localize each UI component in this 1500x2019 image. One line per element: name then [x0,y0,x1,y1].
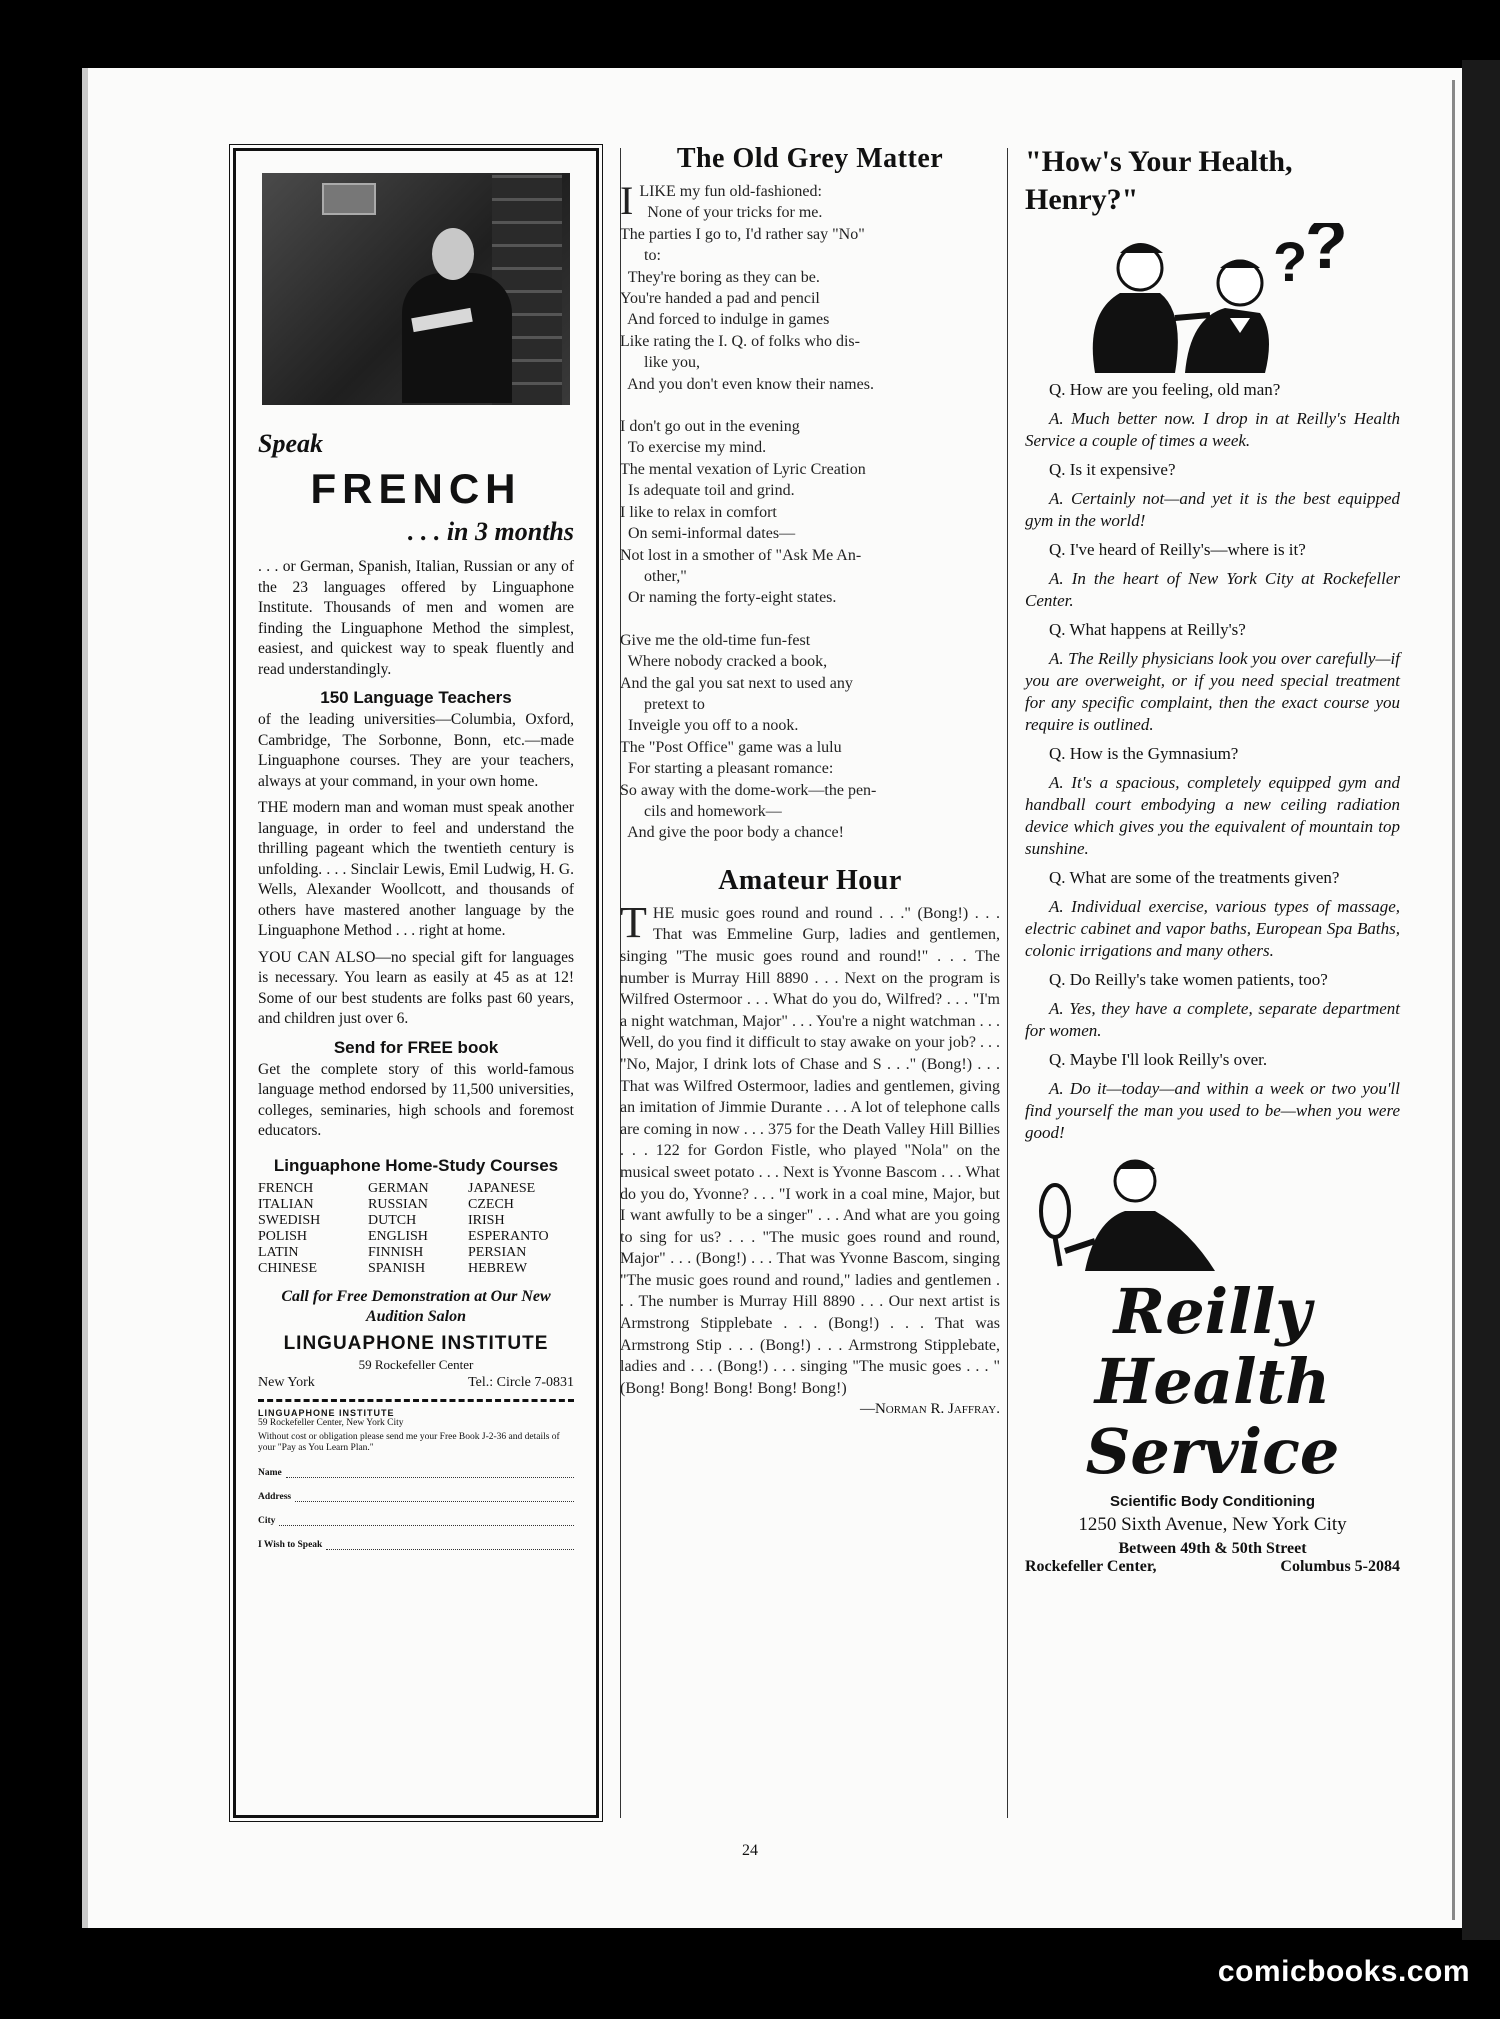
language-item: SWEDISH [258,1212,321,1228]
poem-line: They're boring as they can be. [620,268,820,286]
question: Q. Do Reilly's take women patients, too? [1049,970,1328,989]
poem-line: You're handed a pad and pencil [620,290,820,308]
poem-line: to: [620,247,661,265]
svg-text:?: ? [1273,230,1308,293]
poem-line: Give me the old-time fun-fest [620,631,811,649]
ad-paragraph-2: of the leading universities—Columbia, Oxford, Cambridge, The Sorbonne, Bonn, etc.—made Linguaphone courses. They are your teachers, always at your command, in your own home. [258,711,574,790]
ad-paragraph-5: Get the complete story of this world-famous language method endorsed by 11,500 universities, colleges, seminaries, high schools and foremost educators. [258,1060,574,1139]
question: Q. I've heard of Reilly's—where is it? [1049,540,1306,559]
language-item: SPANISH [368,1260,426,1276]
poem-line: Or naming the forty-eight states. [620,589,837,607]
question: Q. Is it expensive? [1049,460,1176,479]
poem-line: None of your tricks for me. [639,204,823,222]
reilly-health-ad [1025,143,1400,1576]
svg-text:?: ? [1305,223,1348,283]
answer: A. In the heart of New York City at Rockefeller Center. [1025,569,1400,610]
ad-french-heading: FRENCH [310,465,522,512]
qa-list [1025,379,1400,1144]
ad-institute-name: LINGUAPHONE INSTITUTE [283,1332,549,1354]
poem-line: And you don't even know their names. [620,375,874,393]
poem-line: other," [620,567,687,585]
ad-institute-address: 59 Rockefeller Center [358,1356,474,1372]
amateur-hour-text: THE music goes round and round . . ." (Bong!) . . . That was Emmeline Gurp, ladies and gentlemen, singing "The music goes round and round!" . . . The number is Murray Hill 8890 . . . Next on the program is Wilfred Ostermoor . . . What do you do, Wilfred? . . . "I'm a night watchman, Major" . . . You're a night watchman . . . Well, do you find it difficult to stay awake on your job? . . . "No, Major, I drink lots of Chase and S . . ." (Bong!) . . . That was Wilfred Ostermoor, ladies and gentlemen, giving an imitation of Jimmie Durante . . . A lot of telephone calls are coming in now . . . 375 for the Death Valley Hill Billies . . . 122 for Gordon Fistle, who played "Nola" on the musical sweet potato . . . Next is Yvonne Bascom . . . What do you do, Yvonne? . . . "I work in a coal mine, Major, but I want awfully to be a singer" . . . And what are you going to sing for us? . . . "The music goes round and round, Major" . . . (Bong!) . . . That was Yvonne Bascom, singing "The music goes round and round," ladies and gentlemen . . . The number is Murray Hill 8890 . . . Our next artist is Armstrong Stipplebate . . . (Bong!) . . . That was Armstrong Stip . . . (Bong!) . . . Armstrong Stipplebate, ladies and . . . (Bong!) . . . singing "The music goes . . . " (Bong! Bong! Bong! Bong! Bong!) [620,897,1000,1397]
man-reading-photo [262,173,570,405]
poem-line: ILIKE my fun old-fashioned: [620,178,822,223]
linguaphone-ad [233,148,599,1818]
coupon-city-field[interactable]: City [258,1502,574,1526]
question: Q. What are some of the treatments given? [1049,868,1340,887]
language-item: LATIN [258,1244,299,1260]
coupon-name-field[interactable]: Name [258,1454,574,1478]
reilly-logo: Reilly Health Service [1085,1275,1340,1488]
poem-stanza-3 [620,630,1000,844]
poem-line: Where nobody cracked a book, [620,653,828,671]
answer: A. Do it—today—and within a week or two you'll find yourself the man you used to be—when you were good! [1025,1079,1400,1142]
poem-line: I like to relax in comfort [620,503,777,521]
ad-courses-heading: Linguaphone Home-Study Courses [273,1155,559,1175]
poem-line: The mental vexation of Lyric Creation [620,460,866,478]
reilly-between-streets: Between 49th & 50th Street [1118,1540,1307,1557]
question: Q. How is the Gymnasium? [1049,744,1239,763]
poem-line: For starting a pleasant romance: [620,760,834,778]
ad-paragraph-3: THE modern man and woman must speak another language, in order to feel and understand the thrilling pageant which the twentieth century is unfolding. . . . Sinclair Lewis, Emil Ludwig, H. G. Wells, Alexander Woollcott, and thousands of others have mastered another language by the Linguaphone Method . . . right at home. [258,799,574,939]
ad-speak: Speak [258,429,323,458]
poem-line: pretext to [620,695,705,713]
answer: A. Yes, they have a complete, separate department for women. [1025,999,1400,1040]
reilly-phone: Columbus 5-2084 [1280,1558,1400,1575]
ad-telephone: Tel.: Circle 7-0831 [468,1374,574,1390]
reilly-headline: "How's Your Health, Henry?" [1025,145,1293,216]
poem-line: On semi-informal dates— [620,525,796,543]
poem-line: Not lost in a smother of "Ask Me An- [620,546,862,564]
language-item: PERSIAN [468,1244,527,1260]
reilly-tagline: Scientific Body Conditioning [1110,1493,1315,1510]
ad-months: . . . in 3 months [407,517,574,546]
poem-stanza-2 [620,416,1000,609]
answer: A. Certainly not—and yet it is the best equipped gym in the world! [1025,489,1400,530]
language-item: ESPERANTO [468,1228,549,1244]
poem-line: cils and homework— [620,802,782,820]
poem-line: So away with the dome-work—the pen- [620,781,877,799]
language-item: FRENCH [258,1180,314,1196]
poem-line: The parties I go to, I'd rather say "No" [620,225,865,243]
poem-line: Inveigle you off to a nook. [620,717,799,735]
poem-line: And give the poor body a chance! [620,824,844,842]
author-signature: —Norman R. Jaffray. [859,1401,1000,1418]
poem-title: The Old Grey Matter [676,143,944,174]
amateur-hour-title: Amateur Hour [718,864,902,896]
answer: A. Individual exercise, various types of massage, electric cabinet and vapor baths, European Spa Baths, colonic irrigations and many others. [1025,897,1400,960]
language-list [258,1181,574,1277]
watermark: comicbooks.com [1217,1955,1470,1988]
ad-free-book-heading: Send for FREE book [333,1037,499,1057]
answer: A. It's a spacious, completely equipped gym and handball court embodying a new ceiling radiation device which gives you the equivalent of mountain top sunshine. [1025,773,1400,858]
coupon-title: LINGUAPHONE INSTITUTE [258,1407,395,1418]
answer: A. Much better now. I drop in at Reilly's Health Service a couple of times a week. [1025,409,1400,450]
poem-line: Like rating the I. Q. of folks who dis- [620,332,860,350]
language-item: IRISH [468,1212,505,1228]
book-spine [1462,60,1500,1940]
coupon-cut-line [258,1399,574,1402]
language-item: DUTCH [368,1212,417,1228]
ad-paragraph-1: . . . or German, Spanish, Italian, Russian or any of the 23 languages offered by Linguaphone Institute. Thousands of men and women are finding the Linguaphone Method the simplest, easiest, and quickest way to speak fluently and read understandingly. [258,558,574,678]
ad-city: New York [258,1374,315,1390]
language-item: JAPANESE [468,1180,536,1196]
language-item: HEBREW [468,1260,528,1276]
question: Q. How are you feeling, old man? [1049,380,1281,399]
answer: A. The Reilly physicians look you over carefully—if you are overweight, or if you need special treatment for any specific complaint, then the exact course you require is outlined. [1025,649,1400,734]
reilly-rockefeller-center: Rockefeller Center, [1025,1558,1157,1575]
poem-line: And the gal you sat next to used any [620,674,853,692]
language-item: POLISH [258,1228,308,1244]
man-with-mirror-cartoon [1025,1151,1400,1271]
poem-line: And forced to indulge in games [620,311,830,329]
ad-paragraph-4: YOU CAN ALSO—no special gift for languages is necessary. You learn as easily at 45 as at 12! Some of our best students are folks past 60 years, and children just over 6. [258,948,574,1027]
page-spine-edge [1452,80,1455,1920]
coupon-address: 59 Rockefeller Center, New York City [258,1417,404,1428]
page-number: 24 [742,1842,758,1859]
coupon-text: Without cost or obligation please send me your Free Book J-2-36 and details of your "Pay as You Learn Plan." [258,1431,560,1453]
coupon-language-field[interactable]: I Wish to Speak [258,1526,574,1550]
reilly-address: 1250 Sixth Avenue, New York City [1078,1514,1347,1535]
question: Q. What happens at Reilly's? [1049,620,1246,639]
question: Q. Maybe I'll look Reilly's over. [1049,1050,1268,1069]
language-item: ITALIAN [258,1196,314,1212]
poem-stanza-1 [620,178,1000,395]
dropcap-t: T [620,897,647,947]
poem-line: Is adequate toil and grind. [620,482,795,500]
poem-line: like you, [620,354,700,372]
ad-teachers-heading: 150 Language Teachers [320,688,512,707]
two-men-cartoon [1025,223,1400,373]
middle-column [620,143,1000,1418]
poem-line: To exercise my mind. [620,439,767,457]
language-item: RUSSIAN [368,1196,428,1212]
poem-line: The "Post Office" game was a lulu [620,738,842,756]
poem-line: I don't go out in the evening [620,418,800,436]
ad-call-demonstration: Call for Free Demonstration at Our New Audition Salon [281,1287,551,1325]
language-item: ENGLISH [368,1228,428,1244]
language-item: CZECH [468,1196,514,1212]
language-item: CHINESE [258,1260,318,1276]
dropcap-i: I [620,178,634,223]
language-item: FINNISH [368,1244,424,1260]
column-divider [1007,148,1008,1818]
language-item: GERMAN [368,1180,429,1196]
coupon-address-field[interactable]: Address [258,1478,574,1502]
